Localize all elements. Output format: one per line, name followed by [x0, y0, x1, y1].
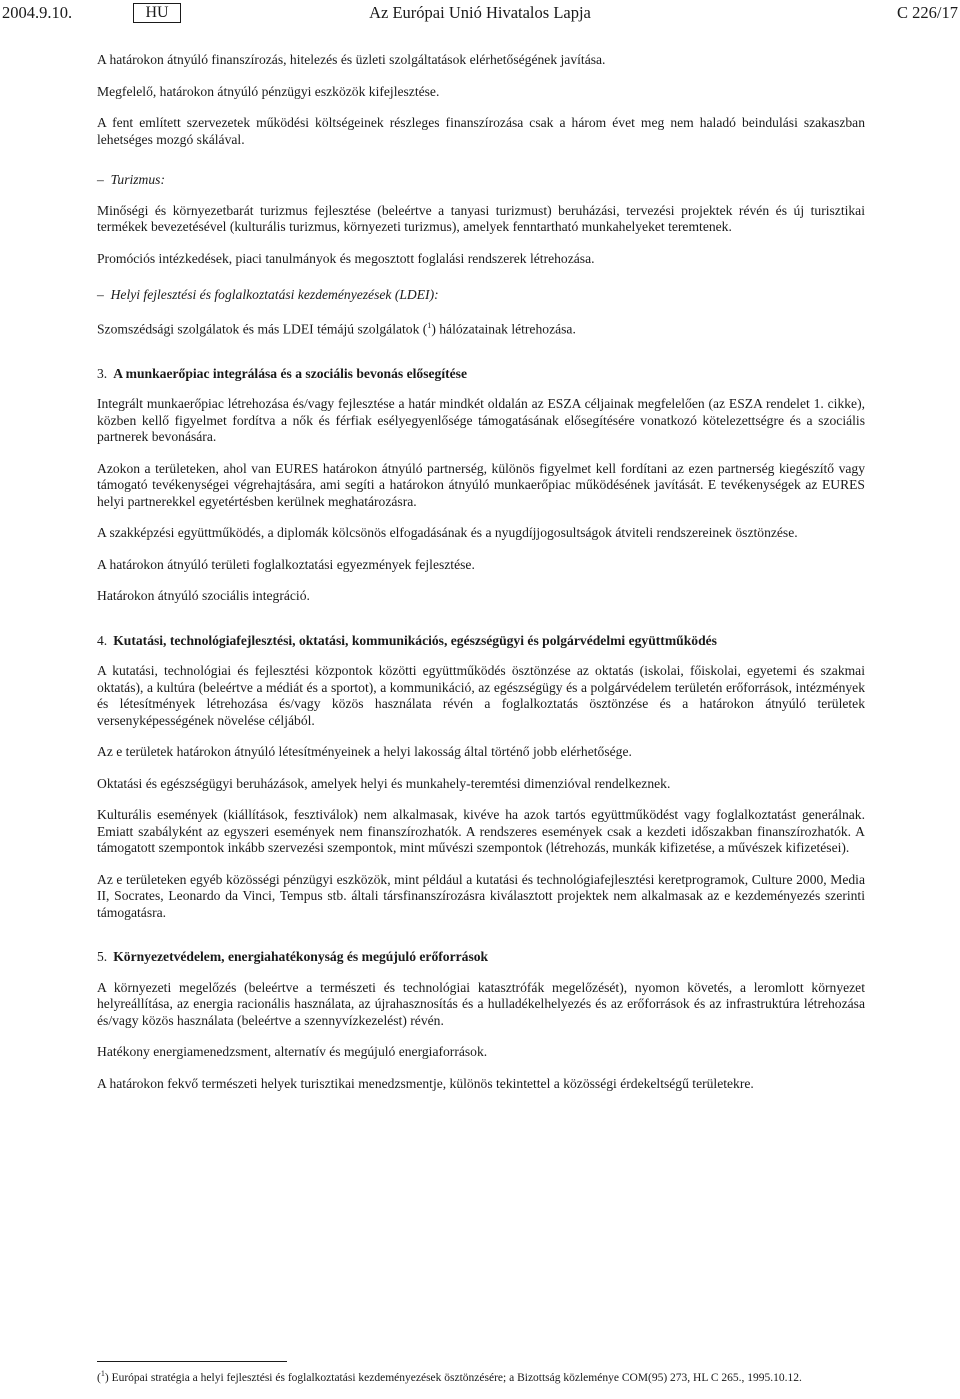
document-body — [97, 52, 865, 1107]
section-number: 4. — [97, 632, 108, 648]
paragraph: A határokon átnyúló finanszírozás, hitelezés és üzleti szolgáltatások elérhetőségének javítása. — [97, 52, 606, 67]
paragraph: Kulturális események (kiállítások, fesztiválok) nem alkalmasak, kivéve ha azok tartós együttműködést vagy foglalkoztatást generálnak. Emiatt szabályként az egyszeri események nem finanszírozhatók. A rendszeres események csak a kezdeti időszakban finanszírozhatók. A támogatott szempontok inkább szervezési szempontok, mint művészi szempontok (létrehozás, munkák kifizetése, a művészek kifizetései). — [97, 807, 865, 856]
ldei-text-after: ) hálózatainak létrehozása. — [431, 321, 576, 337]
paragraph: A határokon fekvő természeti helyek turisztikai menedzsmentje, különös tekintettel a közösségi érdekeltségű területekre. — [97, 1075, 754, 1091]
journal-title: Az Európai Unió Hivatalos Lapja — [369, 3, 591, 22]
language-badge: HU — [133, 3, 181, 23]
section-3-heading — [97, 366, 865, 383]
paragraph: Határokon átnyúló szociális integráció. — [97, 588, 310, 604]
paragraph: Azokon a területeken, ahol van EURES határokon átnyúló partnerség, különös figyelmet kell fordítani az ezen partnerség kiegészítő vagy támogató tevékenységei végrehajtására, ami segíti a határokon átnyúló munkaerőpiac működésének javítását. E tevékenységek az EURES helyi partnerekkel egyetértésben kerülnek meghatározásra. — [97, 460, 865, 509]
section-5-heading — [97, 949, 865, 966]
paragraph: A környezeti megelőzés (beleértve a természeti és technológiai katasztrófák megelőzését), nyomon követés, a leromlott környezet helyreállítása, az energia racionális használata, az újrahasznosítás és a hulladékelhelyezés és az erőforrások és az infrastruktúra létrehozása és/vagy közös használata (beleértve a szennyvízkezelést) révén. — [97, 979, 865, 1028]
paragraph: Oktatási és egészségügyi beruházások, amelyek helyi és munkahely-teremtési dimenzióval rendelkeznek. — [97, 775, 671, 791]
dash: – — [97, 287, 104, 302]
page-header — [0, 3, 960, 25]
paragraph: Megfelelő, határokon átnyúló pénzügyi eszközök kifejlesztése. — [97, 83, 440, 99]
section-number: 5. — [97, 949, 108, 965]
turizmus-label: Turizmus: — [110, 172, 165, 187]
paragraph: Hatékony energiamenedzsment, alternatív és megújuló energiaforrások. — [97, 1044, 488, 1060]
paragraph: Integrált munkaerőpiac létrehozása és/vagy fejlesztése a határ mindkét oldalán az ESZA céljainak megfelelően (az ESZA rendelet 1. cikke), közben kellő figyelmet fordítva a nők és férfiak esélyegyenlősége támogatásának elősegítésére vonatkozó kötelezettségre és a szociális partnerek bevonására. — [97, 396, 865, 445]
section-title: Környezetvédelem, energiahatékonyság és megújuló erőforrások — [113, 949, 489, 965]
section-number: 3. — [97, 365, 108, 381]
footnote-ref: 1 — [427, 320, 432, 330]
paragraph: Az e területek határokon átnyúló létesítményeinek a helyi lakosság által történő jobb elérhetősége. — [97, 744, 632, 760]
section-title: Kutatási, technológiafejlesztési, oktatási, kommunikációs, egészségügyi és polgárvédelmi együttműködés — [113, 632, 717, 648]
ldei-text-before: Szomszédsági szolgálatok és más LDEI témájú szolgálatok ( — [97, 321, 428, 337]
paragraph: A szakképzési együttműködés, a diplomák kölcsönös elfogadásának és a nyugdíjjogosultságok átviteli rendszereinek ösztönzése. — [97, 525, 798, 541]
section-title: A munkaerőpiac integrálása és a szociális bevonás elősegítése — [113, 365, 467, 381]
paragraph: Promóciós intézkedések, piaci tanulmányok és megosztott foglalási rendszerek létrehozása. — [97, 250, 595, 266]
footnote-mark: 1 — [100, 1369, 105, 1378]
footnote-text: Európai stratégia a helyi fejlesztési és foglalkoztatási kezdeményezések ösztönzésére; a Bizottság közleménye COM(95) 273, HL C 265., 1995.10.12. — [111, 1371, 802, 1384]
footnote: ($^1$) Európai stratégia a helyi fejlesztési és foglalkoztatási kezdeményezések ösztönzésére; a Bizottság közleménye COM(95) 273, HL C 265., 1995.10.12. — [97, 1367, 865, 1385]
paragraph: Minőségi és környezetbarát turizmus fejlesztése (beleértve a tanyasi turizmust) beruházási, tervezési projektek révén és új turisztikai termékek bevezetésével (kulturális turizmus, környezeti turizmus), amelyek fenntartható munkahelyeket teremtenek. — [97, 202, 865, 234]
ldei-paragraph — [97, 318, 865, 338]
ldei-heading — [97, 287, 865, 304]
publication-date: 2004.9.10. — [2, 3, 73, 22]
dash: – — [97, 172, 104, 187]
turizmus-heading — [97, 172, 865, 189]
paragraph: A határokon átnyúló területi foglalkoztatási egyezmények fejlesztése. — [97, 556, 475, 572]
footnote-separator — [97, 1361, 287, 1362]
paragraph: A kutatási, technológiai és fejlesztési központok közötti együttműködés ösztönzése az oktatás (iskolai, főiskolai, egyetemi és szakmai oktatás), a kultúra (beleértve a médiát és a sportot), a kommunikáció, az egészségügy és a polgárvédelem területén erőforrások, intézmények és létesítmények létrehozása és/vagy közös használata révén a foglalkoztatás ösztönzése és a határokon átnyúló területek versenyképességének növelése céljából. — [97, 663, 865, 728]
section-4-heading — [97, 633, 865, 650]
ldei-label: Helyi fejlesztési és foglalkoztatási kezdeményezések (LDEI): — [110, 287, 439, 302]
paragraph: A fent említett szervezetek működési költségeinek részleges finanszírozása csak a három évet meg nem haladó beindulási szakaszban lehetséges mozgó skálával. — [97, 115, 865, 147]
page-number: C 226/17 — [897, 3, 958, 22]
paragraph: Az e területeken egyéb közösségi pénzügyi eszközök, mint például a kutatási és technológiafejlesztési keretprogramok, Culture 2000, Media II, Socrates, Leonardo da Vinci, Tempus stb. általi társfinanszírozásra kiválasztott projektek nem alkalmasak az e kezdeményezés szerinti támogatásra. — [97, 871, 865, 920]
